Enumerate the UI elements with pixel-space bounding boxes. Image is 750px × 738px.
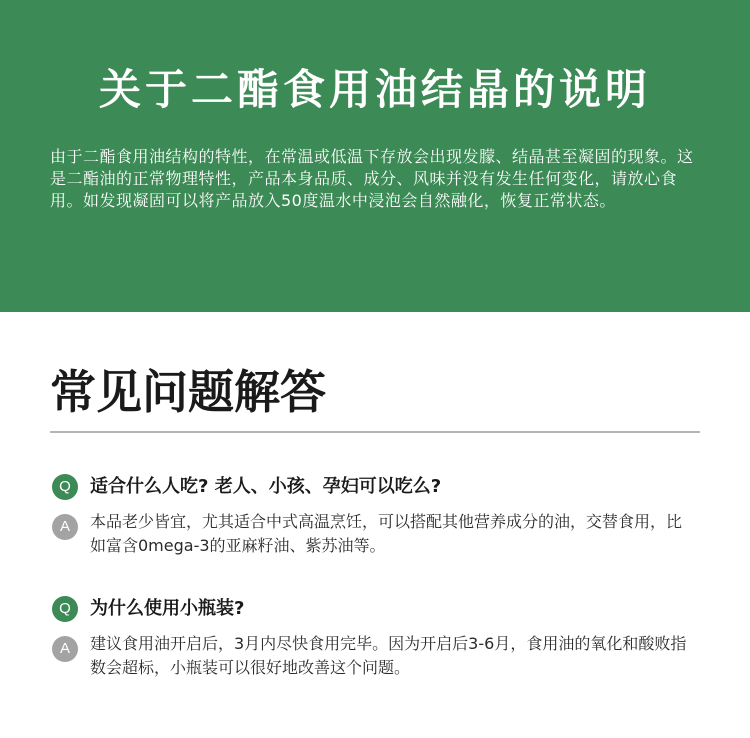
answer-badge-icon: A bbox=[52, 514, 78, 540]
question-badge-icon: Q bbox=[52, 596, 78, 622]
question-badge-icon: Q bbox=[52, 474, 78, 500]
faq-question: 为什么使用小瓶装? bbox=[90, 598, 245, 619]
answer-badge-icon: A bbox=[52, 636, 78, 662]
faq-answer: 本品老少皆宜，尤其适合中式高温烹饪，可以搭配其他营养成分的油，交替食用，比如富含0mega-3的亚麻籽油、紫苏油等。 bbox=[90, 512, 683, 555]
faq-title: 常见问题解答 bbox=[50, 365, 326, 419]
faq-question: 适合什么人吃? 老人、小孩、孕妇可以吃么? bbox=[90, 476, 442, 497]
header-banner bbox=[0, 0, 750, 312]
banner-title: 关于二酯食用油结晶的说明 bbox=[98, 65, 651, 114]
faq-answer: 建议食用油开启后，3月内尽快食用完毕。因为开启后3-6月，食用油的氧化和酸败指数会超标，小瓶装可以很好地改善这个问题。 bbox=[90, 634, 687, 677]
faq-divider bbox=[50, 431, 700, 433]
banner-description: 由于二酯食用油结构的特性，在常温或低温下存放会出现发朦、结晶甚至凝固的现象。这是二酯油的正常物理特性，产品本身品质、成分、风味并没有发生任何变化，请放心食用。如发现凝固可以将产品放入50度温水中浸泡会自然融化，恢复正常状态。 bbox=[50, 147, 694, 210]
